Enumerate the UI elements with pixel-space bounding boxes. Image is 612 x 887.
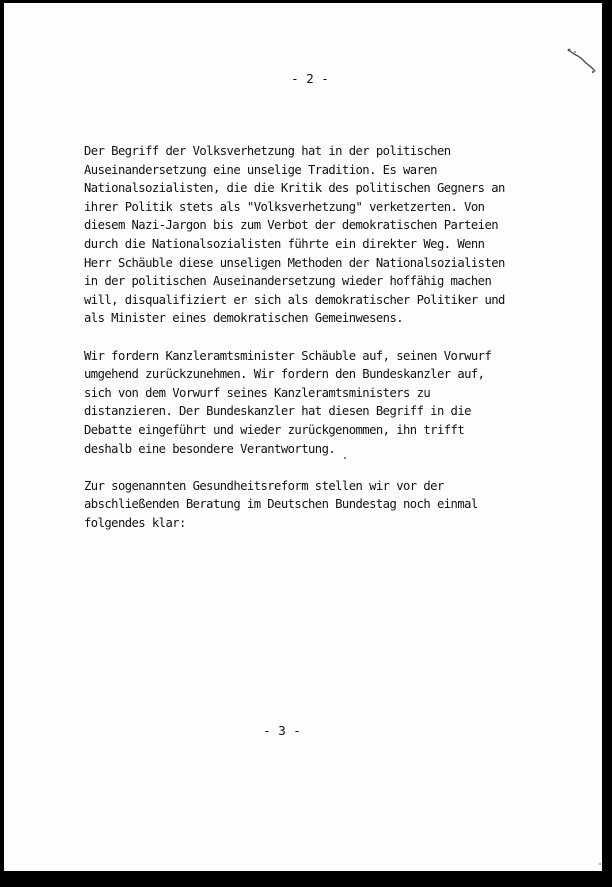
scan-speck — [599, 863, 601, 865]
text-line: folgendes klar: — [84, 515, 186, 530]
text-line: ihrer Politik stets als "Volksverhetzung" verketzerten. Von — [84, 199, 485, 214]
text-line: Auseinandersetzung eine unselige Tradition. Es waren — [84, 162, 437, 177]
text-line: Herr Schäuble diese unseligen Methoden der Nationalsozialisten — [84, 255, 505, 270]
header-page-number: - 2 - — [291, 71, 329, 86]
text-line: diesem Nazi-Jargon bis zum Verbot der demokratischen Parteien — [84, 218, 499, 233]
footer-page-number: - 3 - — [263, 723, 301, 738]
text-line: deshalb eine besondere Verantwortung. — [84, 441, 336, 456]
document-body — [84, 142, 584, 532]
text-line: Der Begriff der Volksverhetzung hat in der politischen — [84, 144, 451, 158]
text-line: will, disqualifiziert er sich als demokratischer Politiker und — [84, 292, 505, 307]
text-line: Debatte eingeführt und wieder zurückgenommen, ihn trifft — [84, 422, 465, 437]
paragraph-forderung — [84, 347, 584, 459]
text-line: umgehend zurückzunehmen. Wir fordern den Bundeskanzler auf, — [84, 367, 485, 382]
text-line: abschließenden Beratung im Deutschen Bundestag noch einmal — [84, 497, 478, 512]
text-line: sich von dem Vorwurf seines Kanzleramtsministers zu — [84, 385, 431, 400]
paragraph-gesundheitsreform — [84, 477, 584, 533]
text-line: Wir fordern Kanzleramtsminister Schäuble auf, seinen Vorwurf — [84, 348, 492, 363]
text-line: distanzieren. Der Bundeskanzler hat diesen Begriff in die — [84, 404, 471, 419]
text-line: durch die Nationalsozialisten führte ein direkter Weg. Wenn — [84, 236, 485, 251]
text-line: Nationalsozialisten, die die Kritik des politischen Gegners an — [84, 181, 505, 196]
paragraph-volksverhetzung — [84, 142, 584, 328]
text-line: Zur sogenannten Gesundheitsreform stellen wir vor der — [84, 478, 444, 493]
text-line: als Minister eines demokratischen Gemeinwesens. — [84, 311, 404, 326]
text-line: in der politischen Auseinandersetzung wieder hoffähig machen — [84, 274, 492, 289]
